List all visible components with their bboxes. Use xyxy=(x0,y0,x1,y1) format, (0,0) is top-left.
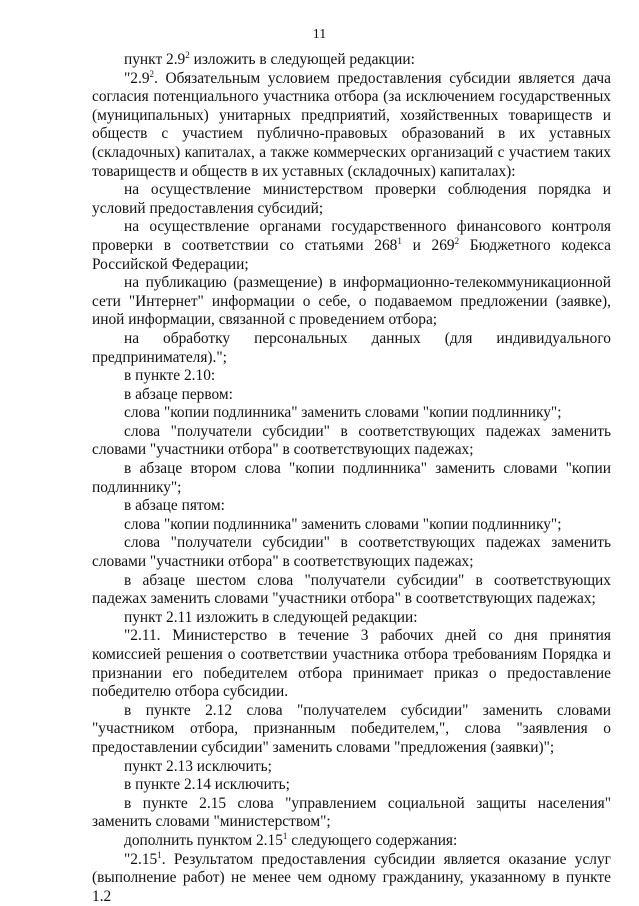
paragraph-text: Бюджетного кодекса Российской Федерации; xyxy=(92,236,611,273)
paragraph xyxy=(92,181,611,218)
paragraph xyxy=(92,367,611,386)
paragraph-text: . Результатом предоставления субсидии является оказание услуг (выполнение работ) не менее чем одному гражданину, указанному в пункте 1.2 xyxy=(92,850,611,905)
paragraph-text: слова "получатели субсидии" в соответствующих падежах заменить словами "участники отбора" в соответствующих падежах; xyxy=(92,534,611,571)
paragraph-text: следующего содержания: xyxy=(287,831,458,849)
paragraph xyxy=(92,330,611,367)
paragraph-text: пункт 2.9 xyxy=(124,51,186,68)
paragraph xyxy=(92,702,611,758)
superscript: 2 xyxy=(149,68,155,79)
superscript: 2 xyxy=(454,235,460,246)
paragraph xyxy=(92,423,611,460)
paragraph-text: в пункте 2.15 слова "управлением социальной защиты населения" заменить словами "министерством"; xyxy=(92,794,611,831)
paragraph-text: "2.9 xyxy=(124,69,150,87)
paragraph xyxy=(92,758,611,777)
paragraph-text: изложить в следующей редакции: xyxy=(189,51,415,68)
paragraph xyxy=(92,534,611,571)
paragraph xyxy=(92,460,611,497)
paragraph-text: дополнить пунктом 2.15 xyxy=(124,831,283,849)
paragraph-text: и 269 xyxy=(401,236,455,254)
paragraph-text: слова "получатели субсидии" в соответствующих падежах заменить словами "участники отбора" в соответствующих падежах; xyxy=(92,422,611,459)
paragraph-text: в абзаце первом: xyxy=(124,385,233,403)
paragraph-text: в пункте 2.12 слова "получателем субсидии" заменить словами "участником отбора, признанным победителем,", слова "заявления о предоставлении субсидии" заменить словами "предложения (заявки)"; xyxy=(92,701,611,756)
superscript: 2 xyxy=(185,50,190,60)
paragraph xyxy=(92,572,611,609)
paragraph-text: на публикацию (размещение) в информационно-телекоммуникационной сети "Интернет" информации о себе, о подаваемом предложении (заявке), иной информации, связанной с проведением отбора; xyxy=(92,274,611,329)
paragraph xyxy=(92,516,611,535)
paragraph xyxy=(92,627,611,701)
paragraph-text: в абзаце шестом слова "получатели субсидии" в соответствующих падежах заменить словами "участники отбора" в соответствующих падежах; xyxy=(92,571,611,608)
page-number: 11 xyxy=(312,27,327,42)
paragraph-text: на обработку персональных данных (для индивидуального предпринимателя)."; xyxy=(92,329,611,366)
paragraph-text: в пункте 2.10: xyxy=(124,367,216,385)
paragraph xyxy=(92,274,611,330)
paragraph-text: на осуществление органами государственного финансового контроля проверки в соответствии со статьями 268 xyxy=(92,218,611,254)
paragraph-text: . Обязательным условием предоставления субсидии является дача согласия потенциального участника отбора (за исключением государственных (муниципальных) унитарных предприятий, хозяйственных товариществ и обществ с участием публично-правовых образований в их уставных (складочных) капиталах, а также коммерческих организаций с участием таких товариществ и обществ в их уставных (складочных) капиталах): xyxy=(92,69,611,180)
paragraph xyxy=(92,609,611,628)
paragraph xyxy=(92,70,611,182)
paragraph xyxy=(92,51,611,70)
paragraph-text: в абзаце пятом: xyxy=(124,497,225,515)
superscript: 1 xyxy=(282,830,288,841)
paragraph xyxy=(92,795,611,832)
superscript: 1 xyxy=(397,235,402,246)
paragraph-text: слова "копии подлинника" заменить словами "копии подлиннику"; xyxy=(124,515,562,533)
paragraph xyxy=(92,386,611,405)
paragraph xyxy=(92,218,611,274)
paragraph-text: "2.11. Министерство в течение 3 рабочих дней со дня принятия комиссией решения о соответствии участника отбора требованиям Порядка и признании его победителем отбора принимает приказ о предоставление победителю отбора субсидии. xyxy=(92,627,611,701)
paragraph-text: пункт 2.11 изложить в следующей редакции: xyxy=(124,608,418,626)
paragraph-text: слова "копии подлинника" заменить словами "копии подлиннику"; xyxy=(124,404,562,422)
document-body xyxy=(92,51,611,906)
paragraph-text: в пункте 2.14 исключить; xyxy=(124,776,290,794)
paragraph xyxy=(92,404,611,423)
paragraph xyxy=(92,776,611,795)
paragraph xyxy=(92,832,611,851)
superscript: 1 xyxy=(157,849,162,860)
paragraph-text: в абзаце втором слова "копии подлинника" заменить словами "копии подлиннику"; xyxy=(92,460,611,496)
paragraph-text: "2.15 xyxy=(124,850,158,868)
paragraph-text: пункт 2.13 исключить; xyxy=(124,757,272,775)
paragraph xyxy=(92,497,611,516)
paragraph xyxy=(92,851,611,906)
paragraph-text: на осуществление министерством проверки соблюдения порядка и условий предоставления субсидий; xyxy=(92,181,611,217)
